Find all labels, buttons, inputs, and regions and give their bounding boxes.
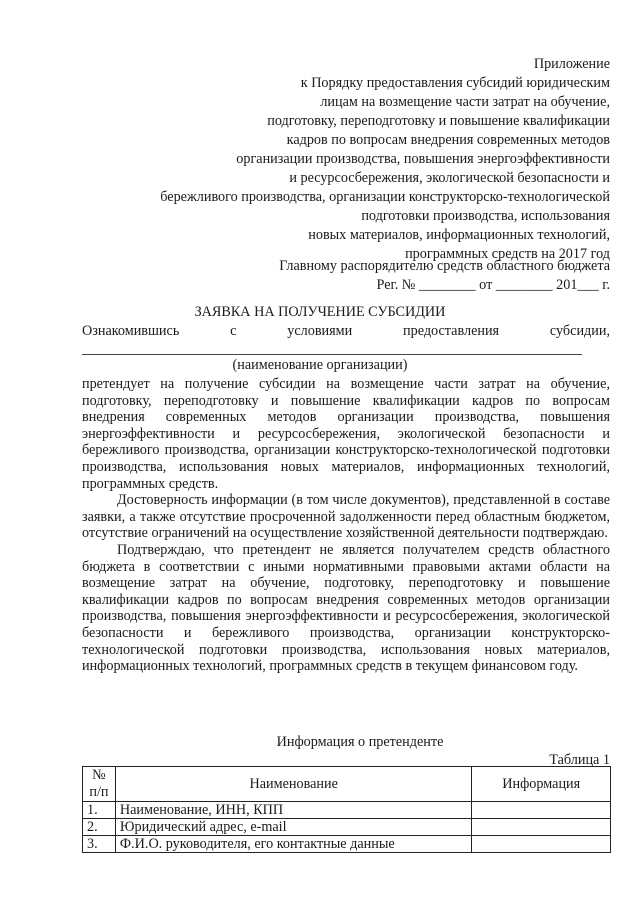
header-number-symbol: № [92, 767, 106, 783]
annex-line: к Порядку предоставления субсидий юридическим [300, 75, 610, 91]
annex-line: подготовку, переподготовку и повышение квалификации [267, 113, 610, 129]
row-name: Наименование, ИНН, КПП [115, 802, 472, 819]
annex-line: бережливого производства, организации конструкторско-технологической [160, 189, 610, 205]
intro-line: Ознакомившись с условиями предоставления субсидии, [82, 323, 610, 339]
paragraph-claim: претендует на получение субсидии на возмещение части затрат на обучение, подготовку, переподготовку и повышение квалификации кадров по вопросам внедрения современных методов организации производства, повышения энергоэффективности и ресурсосбережения, экологической безопасности и бережливого производства, организации конструкторско-технологической подготовки производства, использования новых материалов, информационных технологий, программных средств. [82, 376, 610, 492]
row-info-cell[interactable] [472, 802, 611, 819]
registration-line: Рег. № ________ от ________ 201___ г. [376, 277, 610, 293]
annex-line: и ресурсосбережения, экологической безопасности и [289, 170, 610, 186]
row-number: 1. [83, 802, 116, 819]
paragraph-confirmation: Подтверждаю, что претендент не является получателем средств областного бюджета в соответствии с иными нормативными правовыми актами области на возмещение затрат на обучение, подготовку, переподготовку и повышение квалификации кадров по вопросам внедрения современных методов организации производства, повышения энергоэффективности и ресурсосбережения, экологической безопасности и бережливого производства, организации конструкторско-технологической подготовки производства, использования новых материалов, информационных технологий, программных средств в текущем финансовом году. [82, 541, 610, 675]
paragraph-reliability: Достоверность информации (в том числе документов), представленной в составе заявки, а также отсутствие просроченной задолженности перед областным бюджетом, отсутствие ограничений на осуществление хозяйственной деятельности подтверждаю. [82, 492, 610, 542]
table-row [83, 836, 611, 853]
annex-line: новых материалов, информационных технологий, [308, 227, 610, 243]
row-name: Юридический адрес, e-mail [115, 819, 472, 836]
recipient-block [110, 257, 610, 295]
annex-line: Приложение [533, 56, 610, 72]
document-title: ЗАЯВКА НА ПОЛУЧЕНИЕ СУБСИДИИ [194, 304, 446, 320]
recipient-line: Главному распорядителю средств областного бюджета [279, 258, 610, 274]
header-number [83, 767, 116, 802]
row-info-cell[interactable] [472, 819, 611, 836]
annex-line: лицам на возмещение части затрат на обучение, [320, 94, 610, 110]
organization-name-hint: (наименование организации) [232, 357, 408, 373]
annex-line: программных средств на 2017 год [405, 246, 610, 262]
table-header-row [83, 767, 611, 802]
row-info-cell[interactable] [472, 836, 611, 853]
table-label: Таблица 1 [549, 752, 610, 768]
organization-name-blank [82, 354, 582, 355]
header-name: Наименование [115, 767, 472, 802]
row-number: 2. [83, 819, 116, 836]
header-number-abbr: п/п [89, 784, 109, 800]
header-info: Информация [472, 767, 611, 802]
document-body [82, 376, 610, 675]
table-row [83, 802, 611, 819]
info-section-title: Информация о претенденте [276, 734, 444, 750]
applicant-info-table [82, 766, 611, 853]
row-number: 3. [83, 836, 116, 853]
annex-line: организации производства, повышения энергоэффективности [236, 151, 610, 167]
row-name: Ф.И.О. руководителя, его контактные данные [115, 836, 472, 853]
table-row [83, 819, 611, 836]
annex-line: кадров по вопросам внедрения современных методов [286, 132, 610, 148]
annex-line: подготовки производства, использования [361, 208, 610, 224]
annex-header [110, 55, 610, 264]
